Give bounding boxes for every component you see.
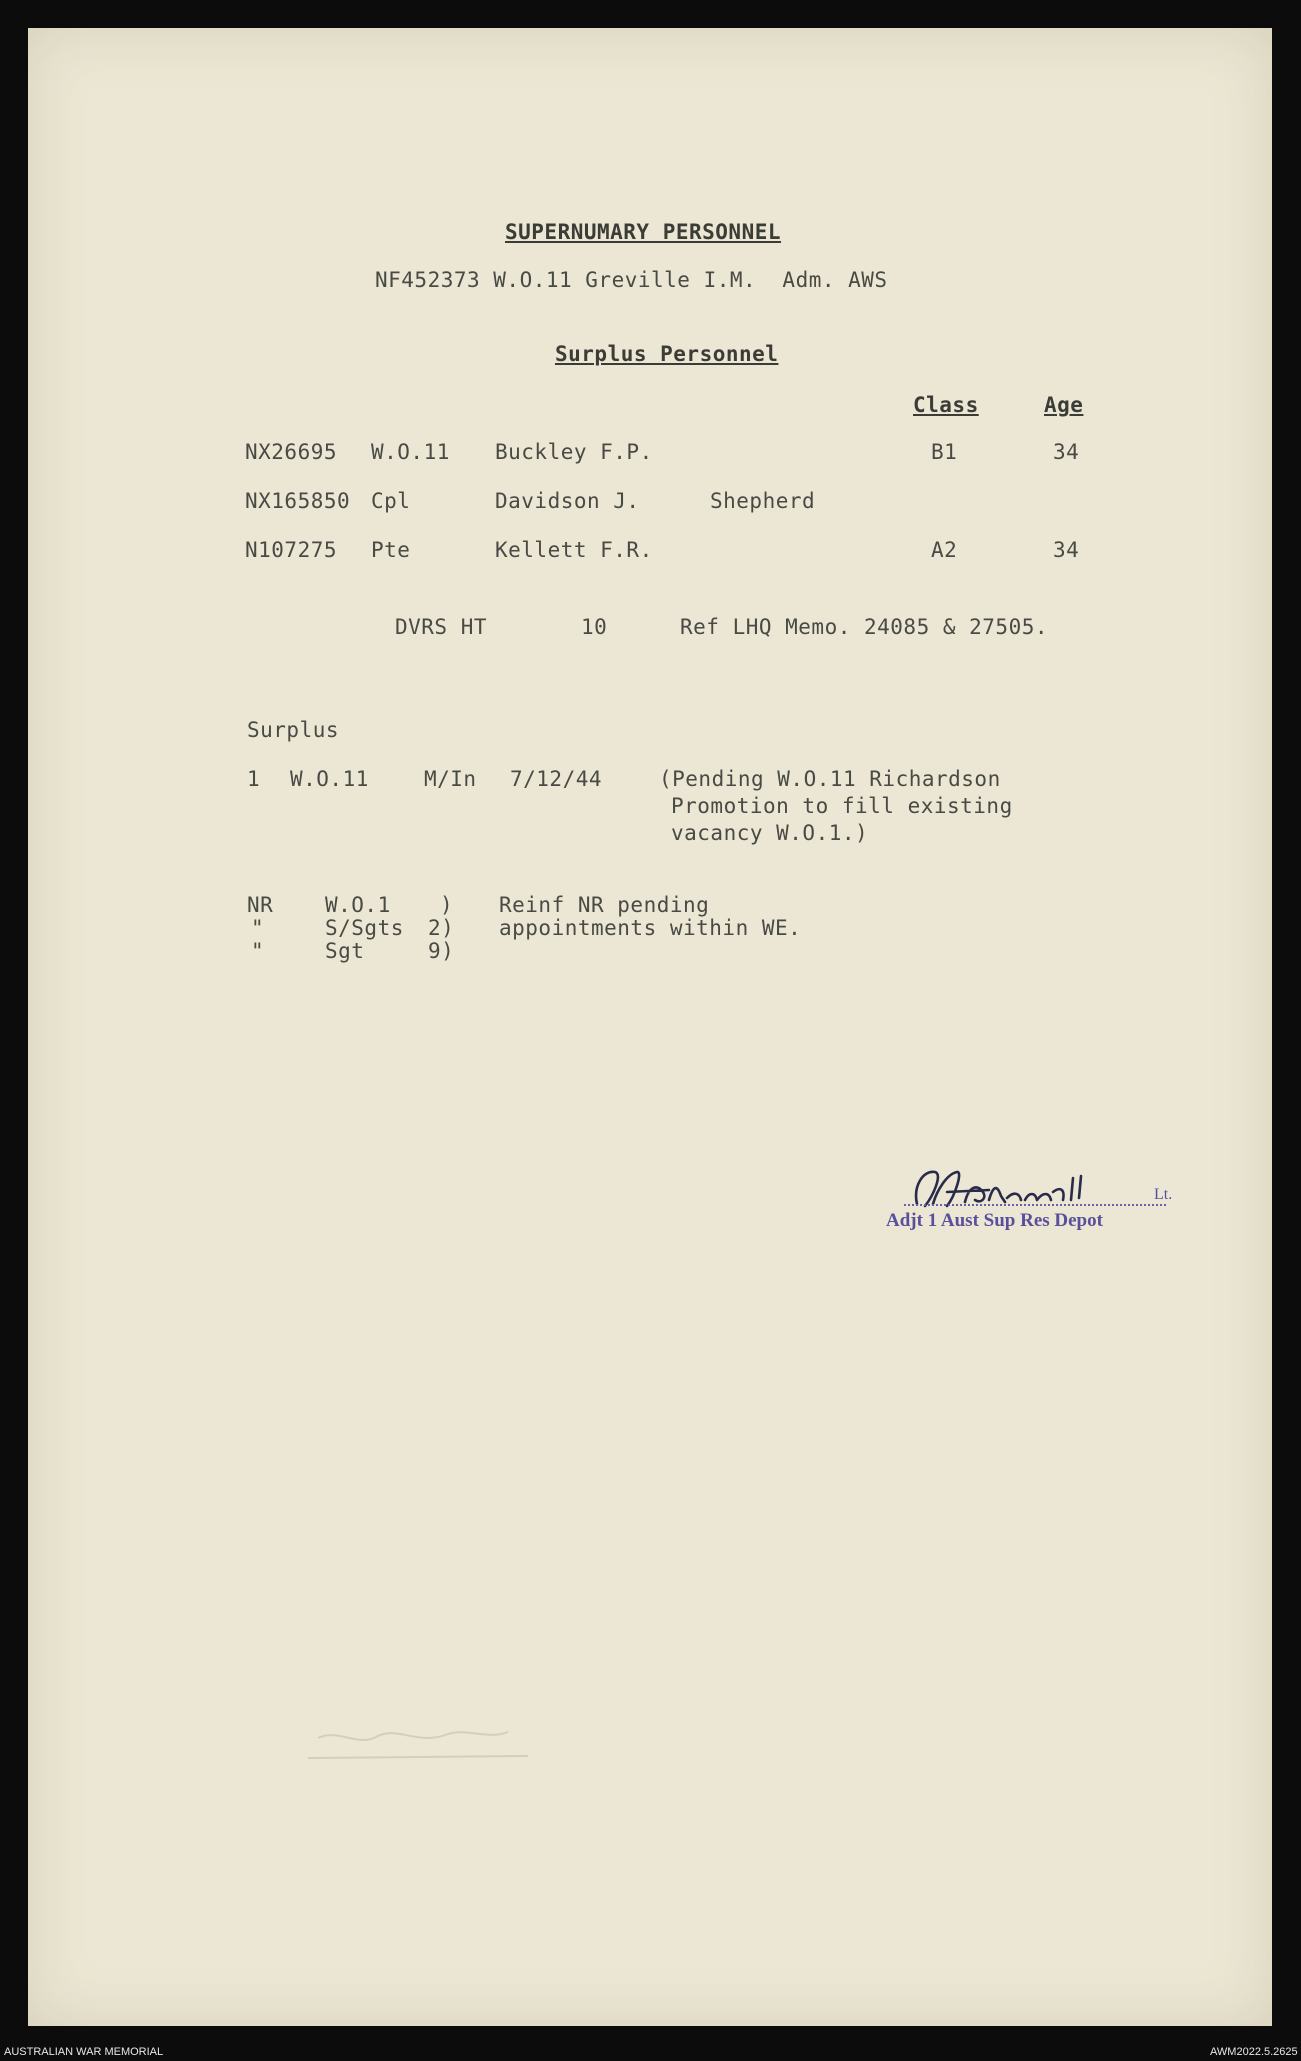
nr-rank: Sgt xyxy=(325,939,365,963)
surplus-remark-line: Promotion to fill existing xyxy=(671,794,1013,818)
personnel-number: NX165850 xyxy=(245,489,351,513)
surplus-qty: 1 xyxy=(247,767,261,791)
personnel-class: A2 xyxy=(931,538,958,562)
surplus-date: 7/12/44 xyxy=(510,767,603,791)
footer-institution: AUSTRALIAN WAR MEMORIAL xyxy=(4,2046,164,2058)
personnel-number: NX26695 xyxy=(245,440,338,464)
footer-accession-number: AWM2022.5.2625 xyxy=(1210,2046,1298,2058)
faint-bleed-through-mark xyxy=(278,1718,558,1768)
class-column-header: Class xyxy=(913,393,979,417)
personnel-name: Kellett F.R. xyxy=(495,538,653,562)
surplus-remark-line: (Pending W.O.11 Richardson xyxy=(659,767,1001,791)
dvrs-label: DVRS HT xyxy=(395,615,488,639)
personnel-age: 34 xyxy=(1053,538,1080,562)
ditto-mark: " xyxy=(251,939,265,963)
nr-remark-line: appointments within WE. xyxy=(499,916,802,940)
nr-count: ) xyxy=(440,893,454,917)
nr-count: 2) xyxy=(428,916,455,940)
document-page xyxy=(28,28,1272,2026)
nr-rank: W.O.1 xyxy=(325,893,391,917)
surplus-movement: M/In xyxy=(424,767,477,791)
nr-rank: S/Sgts xyxy=(325,916,404,940)
personnel-rank: Pte xyxy=(371,538,411,562)
age-column-header: Age xyxy=(1044,393,1084,417)
personnel-rank: Cpl xyxy=(371,489,411,513)
signature-line xyxy=(904,1204,1166,1206)
nr-label: NR xyxy=(247,893,274,917)
dvrs-reference: Ref LHQ Memo. 24085 & 27505. xyxy=(680,615,1049,639)
personnel-name: Buckley F.P. xyxy=(495,440,653,464)
nr-remark-line: Reinf NR pending xyxy=(499,893,710,917)
ditto-mark: " xyxy=(251,916,265,940)
nr-count: 9) xyxy=(428,939,455,963)
personnel-class: B1 xyxy=(931,440,958,464)
surplus-personnel-heading: Surplus Personnel xyxy=(555,342,779,366)
document-title: SUPERNUMARY PERSONNEL xyxy=(505,220,782,244)
personnel-rank: W.O.11 xyxy=(371,440,450,464)
rank-suffix: Lt. xyxy=(1154,1186,1173,1203)
personnel-name: Davidson J. xyxy=(495,489,640,513)
surplus-remark-line: vacancy W.O.1.) xyxy=(671,821,869,845)
supernumary-line: NF452373 W.O.11 Greville I.M. Adm. AWS xyxy=(375,268,888,292)
adjutant-stamp: Adjt 1 Aust Sup Res Depot xyxy=(886,1210,1103,1231)
personnel-note: Shepherd xyxy=(710,489,816,513)
personnel-age: 34 xyxy=(1053,440,1080,464)
dvrs-count: 10 xyxy=(581,615,608,639)
surplus-rank: W.O.11 xyxy=(290,767,369,791)
surplus-heading: Surplus xyxy=(247,718,340,742)
personnel-number: N107275 xyxy=(245,538,338,562)
